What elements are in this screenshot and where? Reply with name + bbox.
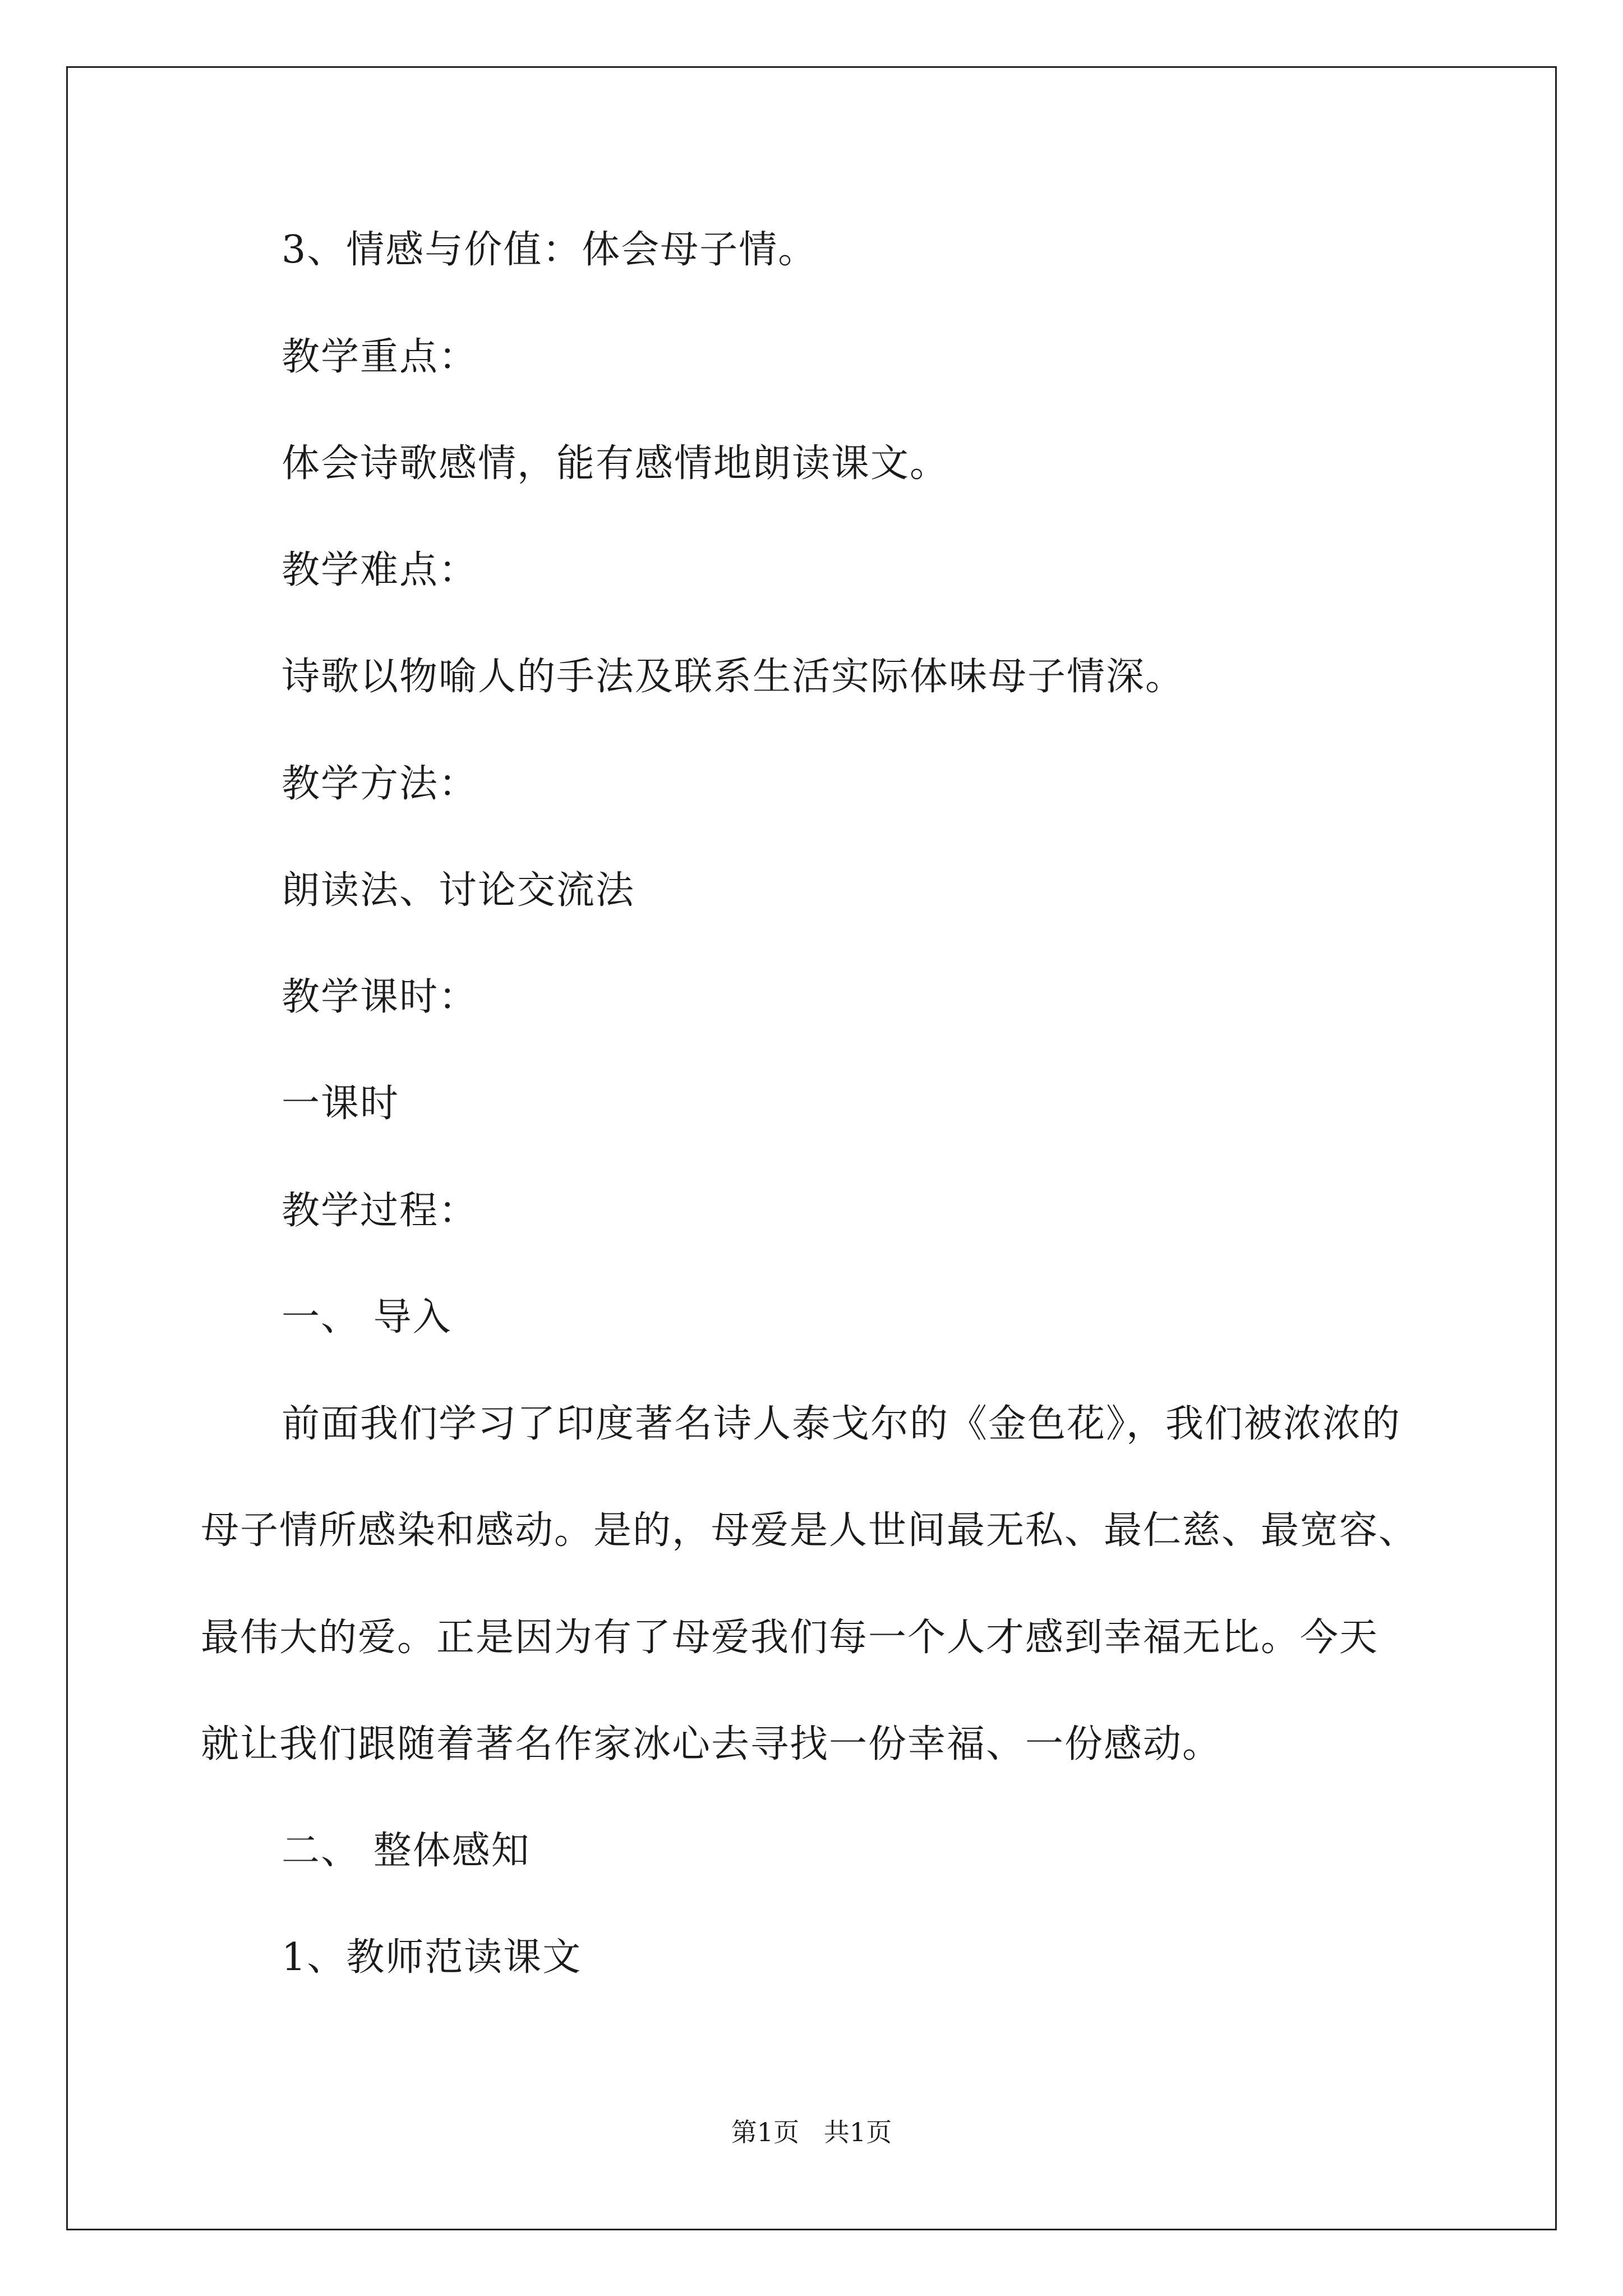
section-heading-introduction: 一、 导入: [282, 1295, 452, 1340]
text-line-difficulties: 诗歌以物喻人的手法及联系生活实际体味母子情深。: [282, 655, 1185, 699]
paragraph-line-3: 最伟大的爱。正是因为有了母爱我们每一个人才感到幸福无比。今天: [201, 1616, 1379, 1660]
paragraph-line-4: 就让我们跟随着著名作家冰心去寻找一份幸福、一份感动。: [201, 1722, 1222, 1766]
paragraph-line-1: 前面我们学习了印度著名诗人泰戈尔的《金色花》，我们被浓浓的: [282, 1402, 1401, 1446]
heading-class-hours: 教学课时：: [282, 975, 478, 1019]
page-number-footer: 第1页 共1页: [731, 2117, 892, 2147]
heading-methods: 教学方法：: [282, 762, 478, 806]
paragraph-line-2: 母子情所感染和感动。是的，母爱是人世间最无私、最仁慈、最宽容、: [201, 1508, 1418, 1553]
text-line-step-1: 1、教师范读课文: [282, 1935, 582, 1980]
text-line-class-hours: 一课时: [282, 1082, 400, 1126]
heading-process: 教学过程：: [282, 1189, 478, 1233]
text-line-methods: 朗读法、讨论交流法: [282, 868, 635, 913]
heading-key-points: 教学重点：: [282, 335, 478, 379]
text-line-goal-3: 3、情感与价值：体会母子情。: [282, 228, 818, 272]
section-heading-overall: 二、 整体感知: [282, 1829, 531, 1873]
page-border: [66, 66, 1557, 2230]
heading-difficulties: 教学难点：: [282, 548, 478, 592]
text-line-key-points: 体会诗歌感情，能有感情地朗读课文。: [282, 441, 949, 486]
